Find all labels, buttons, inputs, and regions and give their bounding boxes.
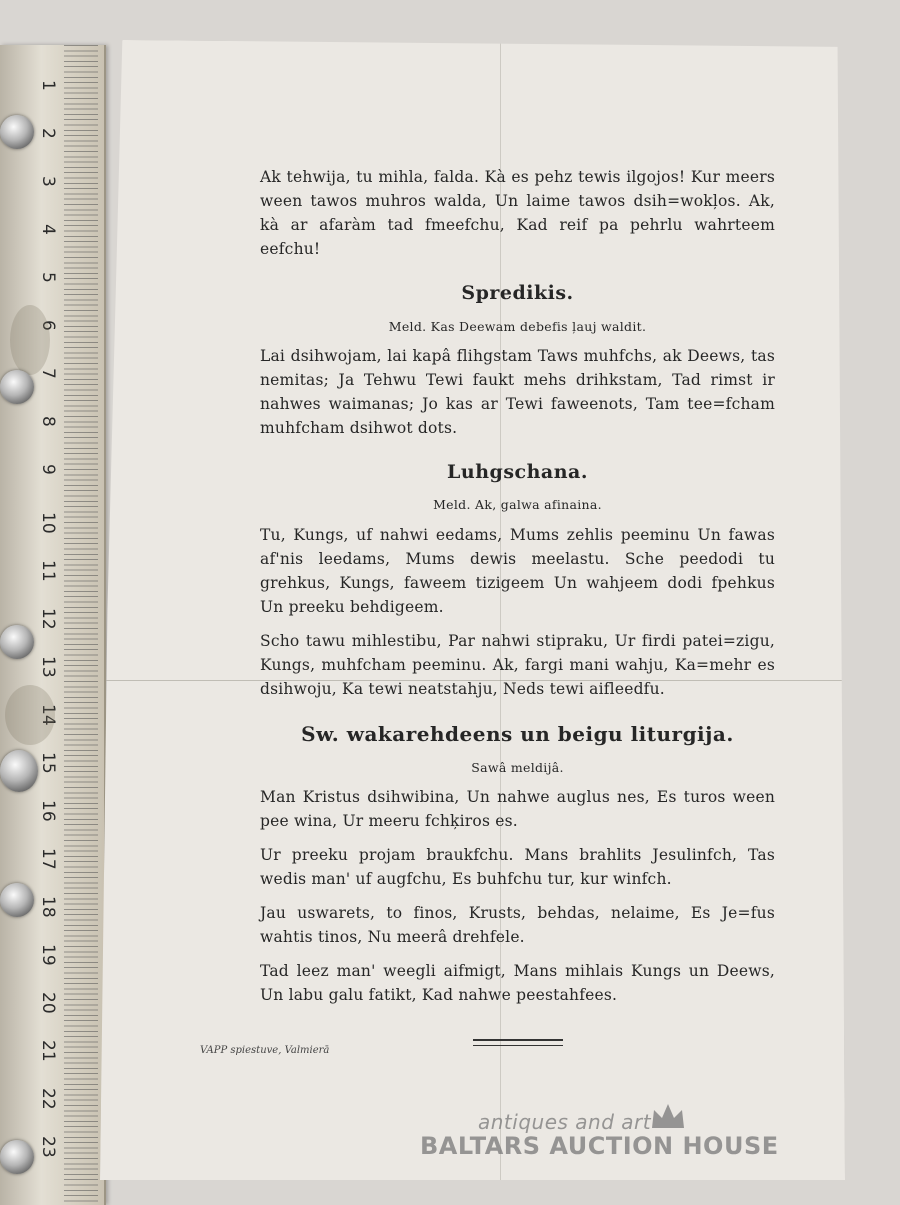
ruler-number: 1: [38, 80, 58, 91]
ruler: [0, 45, 106, 1205]
auction-watermark: [420, 1110, 820, 1160]
stanza: Lai dsihwojam, lai kapâ flihgstam Taws muhfchs, ak Deews, tas nemitas; Ja Tehwu Tewi faukt mehs drihkstam, Tad rimst ir nahwes waimanas; Jo kas ar Tewi faweenots, Tam tee=fcham muhfcham dsihwot dots.: [260, 346, 775, 437]
screw-icon: [0, 750, 38, 792]
ruler-number: 17: [38, 848, 58, 870]
ruler-number: 21: [38, 1040, 58, 1062]
stanza: Jau uswarets, to finos, Krusts, behdas, nelaime, Es Je=fus wahtis tinos, Nu meerâ drehfele.: [260, 904, 775, 947]
ruler-number: 3: [38, 176, 58, 187]
ruler-number: 20: [38, 992, 58, 1014]
screw-icon: [0, 883, 34, 917]
ruler-number: 2: [38, 128, 58, 139]
ruler-number: 9: [38, 464, 58, 475]
ruler-number: 8: [38, 416, 58, 427]
stanza: Tad leez man' weegli aifmigt, Mans mihlais Kungs un Deews, Un labu galu fatikt, Kad nahwe peestahfees.: [260, 962, 775, 1005]
melody-note: Meld. Kas Deewam debefis ļauj waldit.: [388, 318, 647, 334]
ruler-number: 15: [38, 752, 58, 774]
ruler-number: 11: [38, 560, 58, 582]
intro-stanza: Ak tehwija, tu mihla, falda. Kà es pehz tewis ilgojos! Kur meers ween tawos muhros walda, Un laime tawos dsih=wokļos. Ak, kà ar afaràm tad fmeefchu, Kad reif pa pehrlu wahrteem eefchu!: [260, 168, 775, 259]
ruler-number: 13: [38, 656, 58, 678]
stanza: Ur preeku projam braukfchu. Mans brahlits Jesulinfch, Tas wedis man' uf augfchu, Es buhfchu tur, kur winfch.: [260, 846, 775, 889]
stanza: Tu, Kungs, uf nahwi eedams, Mums zehlis peeminu Un fawas af'nis leedams, Mums dewis meelastu. Sche peedodi tu grehkus, Kungs, faweem tizigeem Un wahjeem dodi fpehkus Un preeku behdigeem.: [260, 525, 775, 616]
printer-imprint: VAPP spiestuve, Valmierā: [200, 1045, 330, 1056]
screw-icon: [0, 1140, 34, 1174]
section-title-spredikis: Spredikis.: [461, 282, 574, 305]
stanza: Man Kristus dsihwibina, Un nahwe auglus nes, Es turos ween pee wina, Ur meeru fchķiros es.: [260, 788, 775, 831]
ruler-ticks: [64, 45, 98, 1205]
watermark-brand: BALTARS AUCTION HOUSE: [420, 1132, 779, 1160]
ruler-number: 12: [38, 608, 58, 630]
melody-note: Sawâ meldijâ.: [471, 759, 564, 775]
ruler-stain: [10, 305, 50, 375]
document-text: [260, 165, 775, 1046]
ruler-stain: [5, 685, 55, 745]
section-title-wakarehdeens: Sw. wakarehdeens un beigu liturgija.: [301, 721, 734, 746]
stanza: Scho tawu mihlestibu, Par nahwi stipraku, Ur firdi patei=zigu, Kungs, muhfcham peeminu. Ak, fargi mani wahju, Ka=mehr es dsihwoju, Ka tewi neatstahju, Neds tewi aifleedfu.: [260, 631, 775, 698]
section-title-luhgschana: Luhgschana.: [447, 460, 588, 483]
ruler-number: 5: [38, 272, 58, 283]
watermark-tagline: antiques and art: [478, 1110, 652, 1134]
ruler-number: 18: [38, 896, 58, 918]
ruler-number: 23: [38, 1136, 58, 1158]
ruler-number: 16: [38, 800, 58, 822]
ruler-number: 10: [38, 512, 58, 534]
screw-icon: [0, 370, 34, 404]
end-divider: [473, 1039, 563, 1046]
screw-icon: [0, 625, 34, 659]
ruler-number: 7: [38, 368, 58, 379]
ruler-number: 22: [38, 1088, 58, 1110]
ruler-number: 14: [38, 704, 58, 726]
ruler-number: 4: [38, 224, 58, 235]
melody-note: Meld. Ak, galwa afinaina.: [433, 497, 602, 513]
ruler-number: 6: [38, 320, 58, 331]
screw-icon: [0, 115, 34, 149]
crown-icon: [650, 1102, 686, 1130]
ruler-number: 19: [38, 944, 58, 966]
